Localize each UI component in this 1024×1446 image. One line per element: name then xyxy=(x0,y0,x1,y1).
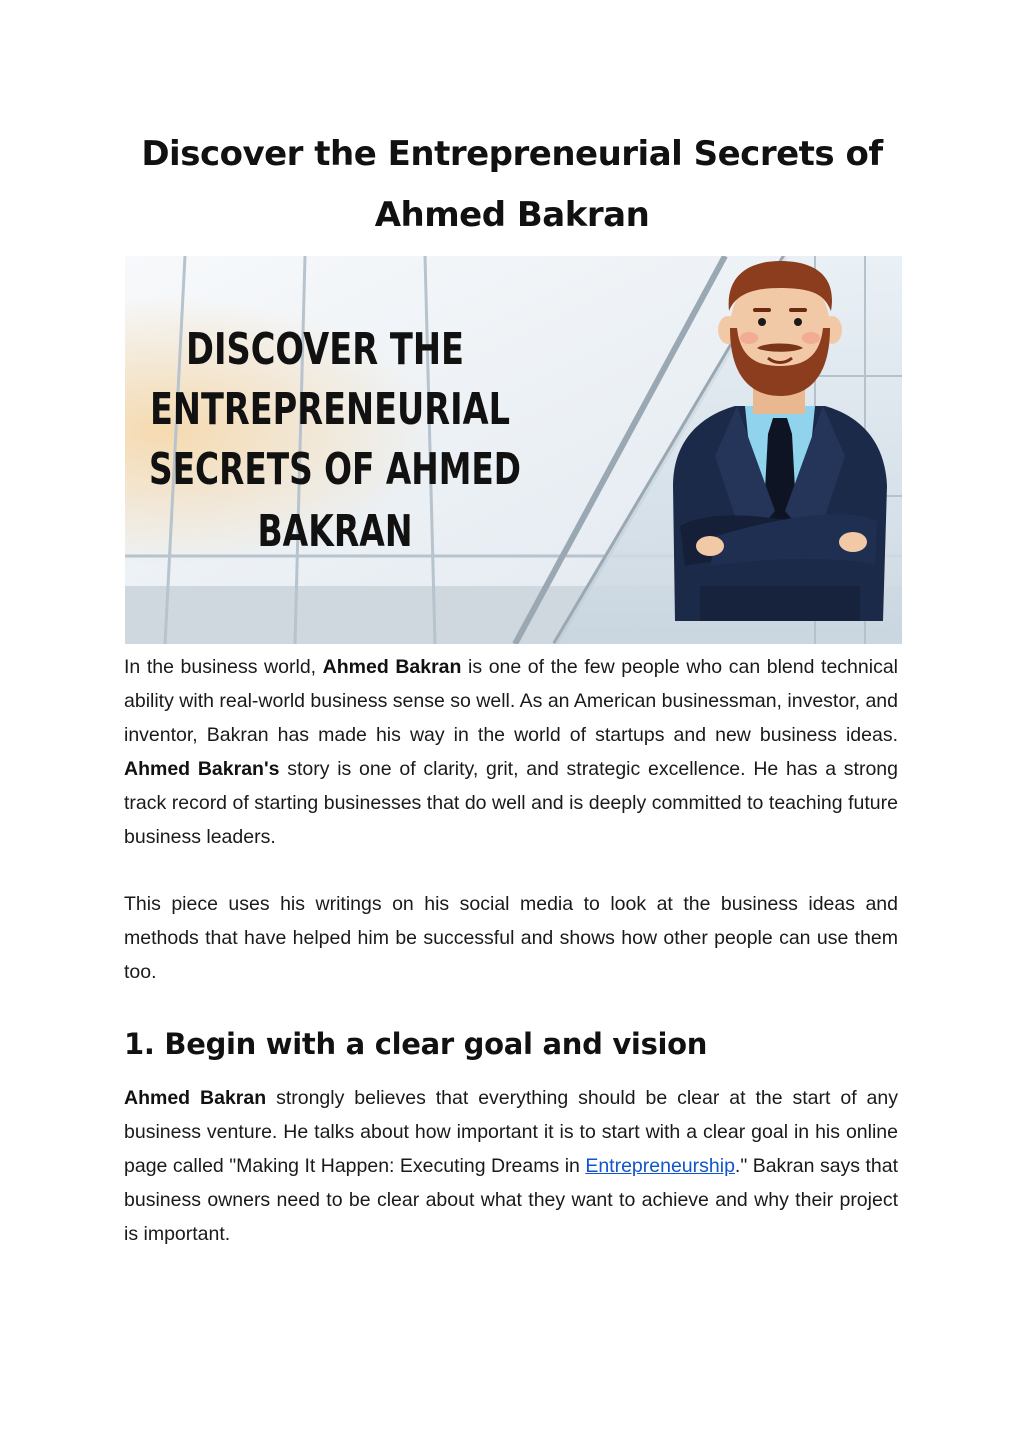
hero-line-2: ENTREPRENEURIAL xyxy=(150,384,510,435)
hero-line-1: DISCOVER THE xyxy=(186,324,464,375)
hero-line-4: BAKRAN xyxy=(257,506,413,557)
summary-paragraph: This piece uses his writings on his social media to look at the business ideas and methods that have helped him be successful and shows how other people can use them too. xyxy=(124,893,898,983)
section-paragraph: Ahmed Bakran strongly believes that everything should be clear at the start of any business venture. He talks about how important it is to start with a clear goal in his online page called "Making It Happen: Executing Dreams in Entrepreneurship." Bakran says that business owners need to be clear about what they want to achieve and why their project is important. xyxy=(124,1087,899,1245)
page-title: Discover the Entrepreneurial Secrets of Ahmed Bakran xyxy=(141,134,883,235)
intro-paragraph: In the business world, Ahmed Bakran is one of the few people who can blend technical ability with real-world business sense so well. As an American businessman, investor, and inventor, Bakran has made his way in the world of startups and new business ideas. Ahmed Bakran's story is one of clarity, grit, and strategic excellence. He has a strong track record of starting businesses that do well and is deeply committed to teaching future business leaders. xyxy=(124,656,898,848)
bold-name-possessive: Ahmed Bakran's xyxy=(124,758,280,780)
bold-name: Ahmed Bakran xyxy=(124,1087,267,1109)
bold-name: Ahmed Bakran xyxy=(322,656,462,678)
hero-image xyxy=(125,256,902,644)
hero-line-3: SECRETS OF AHMED xyxy=(149,444,521,495)
entrepreneurship-link[interactable]: Entrepreneurship xyxy=(585,1155,735,1177)
section-heading: 1. Begin with a clear goal and vision xyxy=(124,1027,708,1061)
